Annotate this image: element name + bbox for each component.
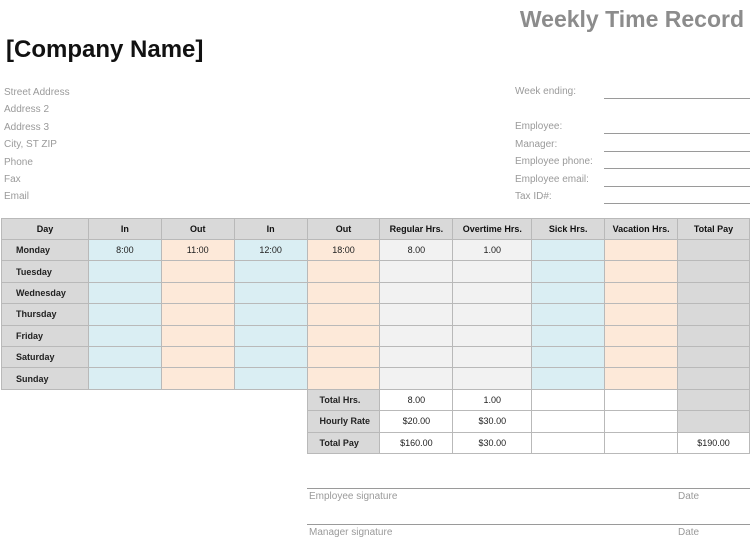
time-in-cell[interactable] xyxy=(88,282,161,303)
spacer-cell xyxy=(2,432,308,453)
regular-hrs-cell[interactable] xyxy=(380,282,453,303)
day-cell: Wednesday xyxy=(2,282,89,303)
time-in-cell[interactable] xyxy=(234,304,307,325)
regular-hrs-cell[interactable] xyxy=(380,261,453,282)
day-cell: Friday xyxy=(2,325,89,346)
regular-hrs-cell[interactable] xyxy=(380,368,453,389)
city-state-zip-field[interactable]: City, ST ZIP xyxy=(4,139,57,151)
time-in-cell[interactable]: 8:00 xyxy=(88,240,161,261)
time-record-table xyxy=(1,218,750,454)
week-ending-row xyxy=(515,82,750,99)
sick-hrs-cell[interactable] xyxy=(532,261,605,282)
regular-pay-cell: $160.00 xyxy=(380,432,453,453)
sick-hrs-cell[interactable] xyxy=(532,282,605,303)
employee-row xyxy=(515,117,750,134)
day-cell: Tuesday xyxy=(2,261,89,282)
column-header-total-pay: Total Pay xyxy=(678,219,750,240)
time-out-cell[interactable] xyxy=(307,304,380,325)
total-regular-hrs-cell: 8.00 xyxy=(380,389,453,410)
vacation-hrs-cell[interactable] xyxy=(605,346,678,367)
sick-pay-cell xyxy=(532,432,605,453)
overtime-hrs-cell[interactable] xyxy=(453,325,532,346)
overtime-rate-cell[interactable]: $30.00 xyxy=(453,411,532,432)
table-row xyxy=(2,261,750,282)
street-address-field[interactable]: Street Address xyxy=(4,87,70,98)
vacation-hrs-cell[interactable] xyxy=(605,325,678,346)
time-out-cell[interactable] xyxy=(307,261,380,282)
hourly-rate-label: Hourly Rate xyxy=(307,411,380,432)
overtime-hrs-cell[interactable] xyxy=(453,304,532,325)
column-header-day: Day xyxy=(2,219,89,240)
time-in-cell[interactable]: 12:00 xyxy=(234,240,307,261)
week-ending-input[interactable] xyxy=(604,83,750,99)
table-header-row xyxy=(2,219,750,240)
overtime-hrs-cell[interactable] xyxy=(453,346,532,367)
total-pay-cell[interactable] xyxy=(678,240,750,261)
vacation-hrs-cell[interactable] xyxy=(605,304,678,325)
spacer-cell xyxy=(2,389,308,410)
time-in-cell[interactable] xyxy=(88,325,161,346)
manager-label: Manager: xyxy=(515,138,558,150)
time-in-cell[interactable] xyxy=(234,282,307,303)
tax-id-label: Tax ID#: xyxy=(515,191,552,202)
fax-field[interactable]: Fax xyxy=(4,173,21,185)
time-out-cell[interactable]: 11:00 xyxy=(161,240,234,261)
total-sick-hrs-cell xyxy=(532,389,605,410)
manager-input[interactable] xyxy=(604,136,750,152)
manager-row xyxy=(515,135,750,152)
regular-hrs-cell[interactable]: 8.00 xyxy=(380,240,453,261)
time-in-cell[interactable] xyxy=(88,346,161,367)
column-header-in-2: In xyxy=(234,219,307,240)
sick-hrs-cell[interactable] xyxy=(532,325,605,346)
tax-id-input[interactable] xyxy=(604,188,750,204)
time-out-cell[interactable] xyxy=(161,282,234,303)
company-address-block xyxy=(4,84,70,206)
time-out-cell[interactable]: 18:00 xyxy=(307,240,380,261)
employee-signature-date-label: Date xyxy=(678,491,700,502)
time-out-cell[interactable] xyxy=(161,346,234,367)
phone-field[interactable]: Phone xyxy=(4,156,33,168)
vacation-pay-cell xyxy=(605,432,678,453)
column-header-regular-hrs: Regular Hrs. xyxy=(380,219,453,240)
time-out-cell[interactable] xyxy=(161,325,234,346)
manager-signature-date-label: Date xyxy=(678,527,700,538)
document-title: Weekly Time Record xyxy=(519,6,744,32)
sick-hrs-cell[interactable] xyxy=(532,304,605,325)
address-2-field[interactable]: Address 2 xyxy=(4,104,50,116)
manager-signature-line[interactable] xyxy=(307,524,750,539)
column-header-vacation-hrs: Vacation Hrs. xyxy=(605,219,678,240)
email-field[interactable]: Email xyxy=(4,191,30,203)
overtime-hrs-cell[interactable]: 1.00 xyxy=(453,240,532,261)
column-header-sick-hrs: Sick Hrs. xyxy=(532,219,605,240)
employee-signature-label: Employee signature xyxy=(309,491,398,502)
rate-pay-cell xyxy=(678,411,750,432)
table-row xyxy=(2,325,750,346)
regular-hrs-cell[interactable] xyxy=(380,304,453,325)
total-pay-row xyxy=(2,432,750,453)
vacation-hrs-cell[interactable] xyxy=(605,368,678,389)
table-row xyxy=(2,304,750,325)
employee-input[interactable] xyxy=(604,118,750,134)
table-row xyxy=(2,368,750,389)
total-pay-cell[interactable] xyxy=(678,325,750,346)
total-pay-label: Total Pay xyxy=(307,432,380,453)
sick-hrs-cell[interactable] xyxy=(532,368,605,389)
total-overtime-hrs-cell: 1.00 xyxy=(453,389,532,410)
employee-email-row xyxy=(515,170,750,187)
overtime-hrs-cell[interactable] xyxy=(453,261,532,282)
employee-email-label: Employee email: xyxy=(515,173,589,185)
vacation-rate-cell[interactable] xyxy=(605,411,678,432)
sick-rate-cell[interactable] xyxy=(532,411,605,432)
time-out-cell[interactable] xyxy=(161,261,234,282)
column-header-out-2: Out xyxy=(307,219,380,240)
time-in-cell[interactable] xyxy=(234,346,307,367)
vacation-hrs-cell[interactable] xyxy=(605,261,678,282)
total-pay-cell[interactable] xyxy=(678,346,750,367)
employee-label: Employee: xyxy=(515,121,563,132)
total-pay-cell[interactable] xyxy=(678,368,750,389)
employee-phone-input[interactable] xyxy=(604,153,750,169)
column-header-overtime-hrs: Overtime Hrs. xyxy=(453,219,532,240)
employee-signature-line[interactable] xyxy=(307,488,750,503)
time-in-cell[interactable] xyxy=(88,261,161,282)
manager-signature-label: Manager signature xyxy=(309,527,393,538)
regular-hrs-cell[interactable] xyxy=(380,346,453,367)
time-out-cell[interactable] xyxy=(307,368,380,389)
week-ending-label: Week ending: xyxy=(515,86,576,97)
vacation-hrs-cell[interactable] xyxy=(605,282,678,303)
total-pay-cell[interactable] xyxy=(678,282,750,303)
table-row xyxy=(2,282,750,303)
total-hrs-row xyxy=(2,389,750,410)
overtime-pay-cell: $30.00 xyxy=(453,432,532,453)
time-out-cell[interactable] xyxy=(307,282,380,303)
time-in-cell[interactable] xyxy=(88,368,161,389)
overtime-hrs-cell[interactable] xyxy=(453,282,532,303)
employee-phone-row xyxy=(515,152,750,169)
table-row xyxy=(2,240,750,261)
column-header-in-1: In xyxy=(88,219,161,240)
table-row xyxy=(2,346,750,367)
tax-id-row xyxy=(515,187,750,204)
spacer-cell xyxy=(2,411,308,432)
day-cell: Thursday xyxy=(2,304,89,325)
company-name[interactable]: [Company Name] xyxy=(6,36,204,63)
total-hrs-label: Total Hrs. xyxy=(307,389,380,410)
regular-hrs-cell[interactable] xyxy=(380,325,453,346)
time-out-cell[interactable] xyxy=(307,325,380,346)
vacation-hrs-cell[interactable] xyxy=(605,240,678,261)
regular-rate-cell[interactable]: $20.00 xyxy=(380,411,453,432)
total-hrs-pay-cell xyxy=(678,389,750,410)
time-out-cell[interactable] xyxy=(161,368,234,389)
grand-total-pay-cell: $190.00 xyxy=(678,432,750,453)
employee-email-input[interactable] xyxy=(604,171,750,187)
total-vacation-hrs-cell xyxy=(605,389,678,410)
time-in-cell[interactable] xyxy=(234,325,307,346)
overtime-hrs-cell[interactable] xyxy=(453,368,532,389)
time-out-cell[interactable] xyxy=(161,304,234,325)
time-in-cell[interactable] xyxy=(88,304,161,325)
address-3-field[interactable]: Address 3 xyxy=(4,121,50,133)
total-pay-cell[interactable] xyxy=(678,304,750,325)
time-in-cell[interactable] xyxy=(234,368,307,389)
sick-hrs-cell[interactable] xyxy=(532,240,605,261)
time-in-cell[interactable] xyxy=(234,261,307,282)
day-cell: Monday xyxy=(2,240,89,261)
total-pay-cell[interactable] xyxy=(678,261,750,282)
time-out-cell[interactable] xyxy=(307,346,380,367)
column-header-out-1: Out xyxy=(161,219,234,240)
day-cell: Saturday xyxy=(2,346,89,367)
hourly-rate-row xyxy=(2,411,750,432)
sick-hrs-cell[interactable] xyxy=(532,346,605,367)
day-cell: Sunday xyxy=(2,368,89,389)
employee-phone-label: Employee phone: xyxy=(515,156,593,167)
